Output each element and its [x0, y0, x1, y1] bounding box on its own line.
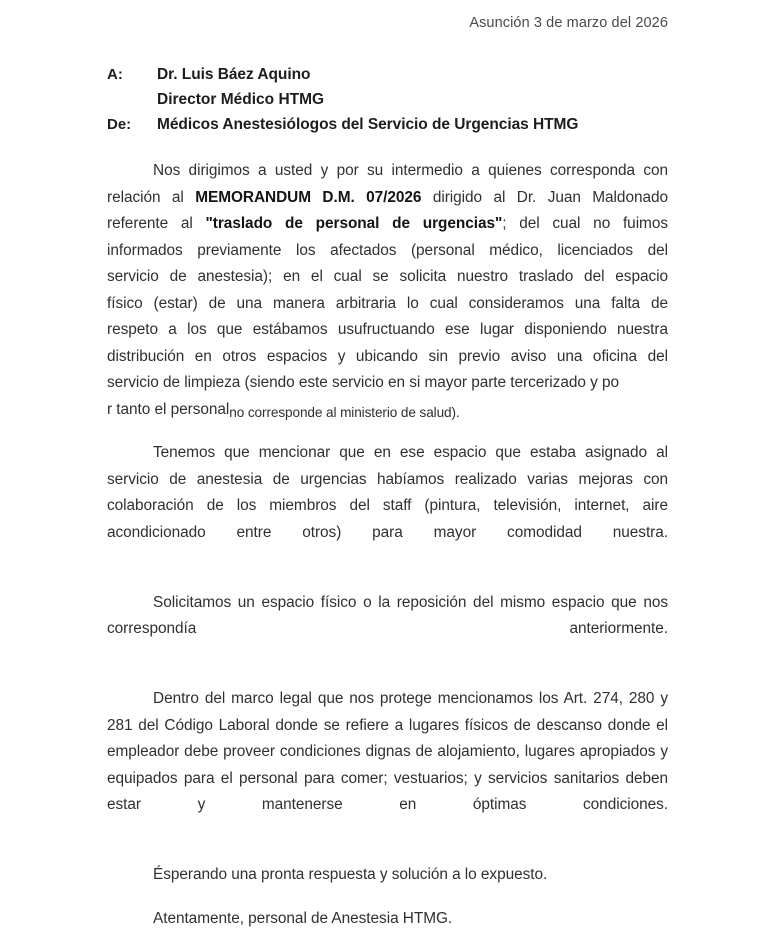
paragraph-1-line — [107, 317, 668, 344]
recipient-from-row — [107, 112, 668, 137]
paragraph-1-line — [107, 185, 668, 212]
quoted-subject: "traslado de personal de urgencias" — [205, 215, 503, 232]
paragraph-4: Dentro del marco legal que nos protege mencionamos los Art. 274, 280 y 281 del Código Laboral donde se refiere a lugares físicos de descanso donde el empleador debe proveer condiciones dignas de alojamiento, lugares apropiados y equipados para el personal para comer; vestuarios; y servicios sanitarios deben estar y mantenerse en óptimas condiciones. — [107, 690, 668, 813]
recipient-to-label: A: — [107, 66, 123, 83]
paragraph-1-line-3-suffix: ; del cual no fuimos — [502, 215, 668, 232]
paragraph-1-line-2-prefix: relación al — [107, 188, 196, 206]
recipient-to-row — [107, 62, 668, 87]
paragraph-1-line — [107, 397, 668, 424]
paragraph-1-line-5-text: servicio de anestesia); en el cual se solicita nuestro traslado del espacio — [107, 268, 668, 285]
paragraph-3: Solicitamos un espacio físico o la reposición del mismo espacio que nos correspondía anteriormente. — [107, 593, 668, 637]
document-body — [107, 158, 668, 949]
paragraph-1-line — [107, 158, 668, 185]
closing-line-2: Atentamente, personal de Anestesia HTMG. — [153, 909, 453, 927]
paragraph-1-line — [107, 291, 668, 318]
recipient-from-label: De: — [107, 116, 132, 133]
paragraph-1 — [107, 158, 668, 423]
paragraph-1-line-2-suffix: dirigido al Dr. Juan Maldonado — [421, 188, 668, 206]
paragraph-1-line-8-text: distribución en otros espacios y ubicando sin previo aviso una oficina del — [107, 347, 668, 365]
memorandum-reference: MEMORANDUM D.M. 07/2026 — [195, 188, 422, 206]
closing-line-1: Ésperando una pronta respuesta y solución a lo expuesto. — [153, 866, 548, 883]
paragraph-1-line-7-text: respeto a los que estábamos usufructuando ese lugar disponiendo nuestra — [107, 321, 668, 338]
recipient-to-title: Director Médico HTMG — [157, 91, 325, 108]
recipient-block — [107, 62, 668, 137]
paragraph-1-line — [107, 344, 668, 371]
date-line: Asunción 3 de marzo del 2026 — [469, 15, 668, 31]
paragraph-1-small-run: no corresponde al ministerio de salud). — [229, 404, 460, 420]
paragraph-1-line-3-prefix: referente al — [107, 215, 206, 232]
paragraph-1-line-10-text: r tanto el personal — [107, 400, 230, 418]
recipient-to-name: Dr. Luis Báez Aquino — [157, 66, 311, 83]
paragraph-1-line-9-text: servicio de limpieza (siendo este servicio en si mayor parte tercerizado y po — [107, 374, 619, 391]
paragraph-1-line-4-text: informados previamente los afectados (personal médico, licenciados del — [107, 241, 668, 259]
paragraph-2: Tenemos que mencionar que en ese espacio que estaba asignado al servicio de anestesia de urgencias habíamos realizado varias mejoras con colaboración de los miembros del staff (pintura, televisión, internet, aire acondicionado entre otros) para mayor comodidad nuestra. — [107, 444, 668, 541]
paragraph-1-line — [107, 211, 668, 238]
recipient-from-name: Médicos Anestesiólogos del Servicio de Urgencias HTMG — [157, 116, 579, 133]
paragraph-1-line — [107, 370, 668, 397]
paragraph-1-line — [107, 264, 668, 291]
paragraph-1-line-1-text: Nos dirigimos a usted y por su intermedio a quienes corresponda con — [153, 162, 668, 179]
paragraph-1-line — [107, 238, 668, 265]
paragraph-1-line-6-text: físico (estar) de una manera arbitraria lo cual consideramos una falta de — [107, 294, 668, 312]
